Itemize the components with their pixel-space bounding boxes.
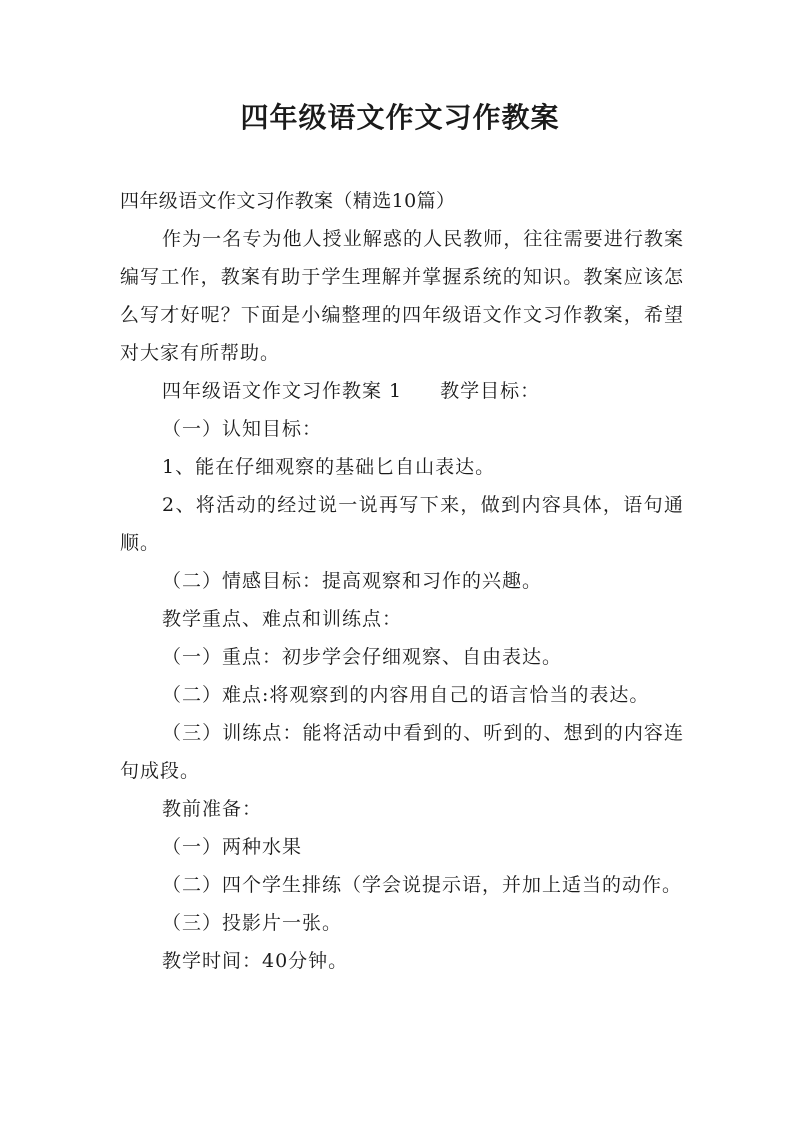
paragraph: 2、将活动的经过说一说再写下来，做到内容具体，语句通顺。 [120,494,684,554]
paragraph: （二）四个学生排练（学会说提示语，并加上适当的动作。 [162,874,683,896]
paragraph: 教前准备： [162,798,263,820]
paragraph: （一）两种水果 [162,836,303,858]
document-title: 四年级语文作文习作教案 [240,101,560,134]
paragraph: （二）难点:将观察到的内容用自己的语言恰当的表达。 [162,684,650,706]
section-heading-label: 四年级语文作文习作教案 1 [162,380,403,402]
section-heading [120,372,684,410]
paragraph: 教学重点、难点和训练点： [162,608,403,630]
paragraph: （三）投影片一张。 [162,912,343,934]
paragraph: （一）重点：初步学会仔细观察、自由表达。 [162,646,563,668]
intro-paragraph: 作为一名专为他人授业解惑的人民教师，往往需要进行教案编写工作，教案有助于学生理解并掌握系统的知识。教案应该怎么写才好呢？下面是小编整理的四年级语文作文习作教案，希望对大家有所帮助。 [120,228,684,364]
paragraph: 教学时间：40分钟。 [162,950,349,972]
document-body [120,182,684,980]
section-heading-tail: 教学目标： [440,380,541,402]
paragraph: （二）情感目标：提高观察和习作的兴趣。 [162,570,543,592]
document-subtitle: 四年级语文作文习作教案（精选10篇） [120,190,456,212]
paragraph: （三）训练点：能将活动中看到的、听到的、想到的内容连句成段。 [120,722,684,782]
paragraph: 1、能在仔细观察的基础匕自山表达。 [162,456,496,478]
paragraph: （一）认知目标： [162,418,323,440]
